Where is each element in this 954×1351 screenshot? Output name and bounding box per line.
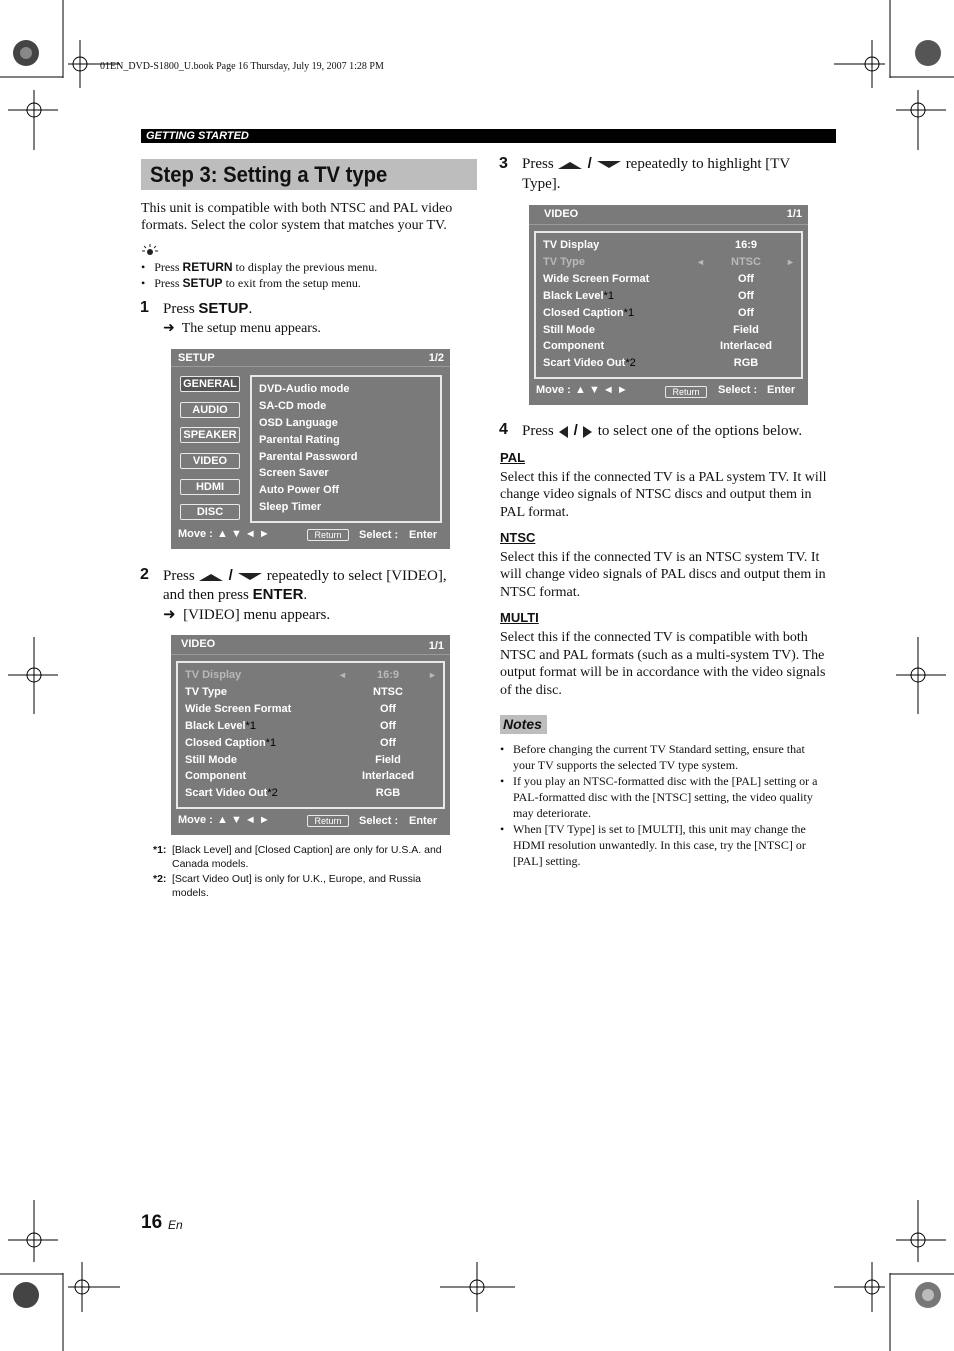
menu-row[interactable]	[185, 737, 435, 750]
video-menu-screen	[529, 205, 808, 405]
menu-row-label: Component	[185, 770, 247, 783]
notes-heading: Notes	[503, 716, 542, 732]
menu-row-label: Component	[543, 340, 605, 353]
menu-row-value: Off	[738, 306, 754, 319]
section-bar	[141, 129, 836, 143]
return-button[interactable]: Return	[307, 815, 349, 827]
right-arrow-icon[interactable]: ►	[786, 256, 795, 267]
intro-line-2: formats. Select the color system that matches your TV.	[141, 218, 447, 233]
menu-row[interactable]	[185, 703, 435, 716]
section-title: GETTING STARTED	[146, 130, 249, 142]
move-label: Move :	[178, 528, 213, 540]
intro-line-1: This unit is compatible with both NTSC and PAL video	[141, 201, 453, 216]
menu-row-value: RGB	[375, 787, 401, 800]
tab-video[interactable]: VIDEO	[180, 453, 240, 469]
menu-row[interactable]	[543, 324, 793, 337]
menu-row-label: Still Mode	[543, 323, 595, 336]
menu-divider	[529, 224, 808, 225]
enter-label: Enter	[767, 384, 796, 396]
menu-divider	[171, 366, 450, 367]
notes-heading-box	[500, 715, 547, 734]
step3-instruction-cont: Type].	[522, 176, 561, 192]
menu-items-panel	[534, 231, 803, 379]
step3-instruction: Press / repeatedly to highlight [TV	[522, 155, 791, 172]
menu-row-value: Interlaced	[720, 340, 772, 353]
menu-row-label: Wide Screen Format	[543, 272, 650, 285]
menu-row-value: Off	[380, 719, 396, 732]
menu-row-label: Wide Screen Format	[185, 702, 292, 715]
menu-row-value: Interlaced	[362, 770, 414, 783]
up-key-icon	[198, 572, 224, 582]
menu-row[interactable]	[543, 307, 793, 320]
left-arrow-icon[interactable]: ◄	[338, 670, 347, 680]
menu-item[interactable]: Parental Rating	[259, 434, 340, 446]
page-number: 16	[141, 1212, 163, 1233]
up-key-icon	[557, 160, 583, 170]
arrow-keys-icon: ▲ ▼ ◄ ►	[217, 814, 270, 826]
menu-items-panel	[250, 375, 442, 523]
footnote-mark: *1	[603, 289, 614, 302]
arrow-keys-icon: ▲ ▼ ◄ ►	[217, 528, 270, 540]
footnote-mark: *1	[623, 306, 635, 319]
menu-row-value: Off	[380, 736, 396, 749]
page-language: En	[168, 1218, 183, 1232]
hint-icon	[141, 243, 159, 257]
step2-instruction-cont: and then press ENTER.	[163, 586, 308, 603]
step1-result: ➜ The setup menu appears.	[163, 321, 321, 336]
menu-item[interactable]: OSD Language	[259, 417, 338, 429]
step-number: 2	[140, 566, 149, 583]
option-desc: will change video signals of PAL discs and output them in	[500, 567, 826, 582]
menu-row[interactable]	[185, 686, 435, 699]
menu-page: 1/1	[786, 208, 802, 220]
step2-result: ➜ [VIDEO] menu appears.	[163, 607, 331, 623]
enter-label: Enter	[409, 815, 438, 827]
select-label: Select :	[359, 529, 399, 541]
menu-row[interactable]	[543, 340, 793, 353]
video-menu-screen	[171, 635, 450, 835]
tab-speaker[interactable]: SPEAKER	[180, 427, 240, 443]
arrow-keys-icon: ▲ ▼ ◄ ►	[575, 384, 628, 396]
step2-instruction: Press / repeatedly to select [VIDEO],	[163, 567, 447, 584]
step-number: 3	[499, 155, 508, 172]
menu-row[interactable]	[185, 669, 435, 682]
return-button[interactable]: Return	[665, 386, 707, 398]
tab-hdmi[interactable]: HDMI	[180, 479, 240, 495]
menu-row-value: NTSC	[373, 685, 403, 698]
menu-row-label: TV Display	[185, 669, 242, 681]
tip-item: • Press RETURN to display the previous menu.	[141, 260, 378, 274]
option-desc: Select this if the connected TV is an NTSC system TV. It	[500, 550, 820, 565]
move-label: Move :	[178, 814, 213, 826]
menu-item[interactable]: DVD-Audio mode	[259, 383, 350, 395]
footnote-mark: *2	[625, 357, 636, 370]
menu-row[interactable]	[185, 787, 435, 800]
menu-row[interactable]	[543, 290, 793, 303]
left-key-icon	[557, 425, 569, 439]
menu-row-value: Off	[380, 702, 396, 715]
menu-item[interactable]: Parental Password	[259, 451, 358, 463]
tab-disc[interactable]: DISC	[180, 504, 240, 520]
menu-row-label: Scart Video Out	[543, 357, 626, 370]
footnote-mark: *1	[245, 719, 256, 732]
menu-page: 1/2	[428, 352, 444, 364]
menu-row-label: Black Level	[185, 719, 246, 732]
select-label: Select :	[718, 384, 758, 396]
menu-title: SETUP	[178, 352, 215, 364]
option-heading-multi: MULTI	[500, 610, 539, 625]
menu-row-label: TV Type	[185, 685, 227, 698]
enter-label: Enter	[409, 529, 438, 541]
menu-row-label: Black Level	[543, 289, 604, 302]
option-heading-pal: PAL	[500, 450, 526, 465]
menu-row-label: Scart Video Out	[185, 787, 268, 800]
option-heading-ntsc: NTSC	[500, 530, 536, 545]
menu-row-value: NTSC	[731, 255, 761, 268]
option-desc: NTSC and PAL formats (such as a multi-system TV). The	[500, 648, 825, 663]
print-header: 01EN_DVD-S1800_U.book Page 16 Thursday, July 19, 2007 1:28 PM	[100, 61, 384, 72]
menu-page: 1/1	[428, 640, 444, 652]
footnote-mark: *1	[265, 736, 277, 749]
menu-items-panel	[176, 661, 445, 809]
menu-row-label: Still Mode	[185, 753, 237, 766]
option-desc: of the disc.	[500, 683, 562, 698]
menu-item[interactable]: Auto Power Off	[259, 484, 340, 496]
menu-row[interactable]	[543, 357, 793, 370]
down-key-icon	[596, 160, 622, 170]
tab-general[interactable]: GENERAL	[180, 376, 240, 392]
menu-row[interactable]	[543, 256, 793, 269]
page-title: Step 3: Setting a TV type	[150, 162, 388, 187]
menu-row-label: TV Display	[543, 239, 600, 251]
menu-row[interactable]	[185, 720, 435, 733]
move-label: Move :	[536, 384, 571, 396]
menu-row-value: Off	[738, 289, 754, 302]
menu-row[interactable]	[185, 770, 435, 783]
menu-row-value: RGB	[733, 357, 759, 370]
setup-menu-screen	[171, 349, 450, 549]
tip-item: • Press SETUP to exit from the setup menu.	[141, 276, 361, 290]
menu-row-label: Closed Caption	[185, 736, 266, 749]
left-arrow-icon[interactable]: ◄	[696, 256, 705, 267]
page-title-box	[141, 159, 477, 190]
menu-row-value: 16:9	[734, 239, 758, 251]
menu-row-value: Off	[738, 272, 754, 285]
menu-row-value: 16:9	[376, 669, 400, 681]
right-key-icon	[582, 425, 594, 439]
menu-row[interactable]	[543, 273, 793, 286]
menu-row[interactable]	[185, 754, 435, 767]
menu-row-label: Closed Caption	[543, 306, 624, 319]
menu-divider	[171, 654, 450, 655]
down-key-icon	[237, 572, 263, 582]
menu-item[interactable]: Sleep Timer	[259, 501, 322, 513]
option-desc: PAL format.	[500, 505, 569, 520]
step4-instruction: Press / to select one of the options below.	[522, 422, 803, 439]
menu-row-label: TV Type	[543, 255, 585, 268]
right-arrow-icon[interactable]: ►	[428, 670, 437, 680]
tab-audio[interactable]: AUDIO	[180, 402, 240, 418]
option-desc: Select this if the connected TV is a PAL system TV. It will	[500, 470, 827, 485]
menu-row-value: Field	[733, 323, 759, 336]
select-label: Select :	[359, 815, 399, 827]
option-desc: Select this if the connected TV is compatible with both	[500, 630, 808, 645]
option-desc: output format will be in accordance with the video signals	[500, 665, 826, 680]
menu-item[interactable]: Screen Saver	[259, 467, 329, 479]
step1-instruction: Press SETUP.	[163, 300, 253, 317]
menu-row[interactable]	[543, 239, 793, 252]
menu-title: VIDEO	[544, 208, 579, 220]
footnote-mark: *2	[267, 787, 278, 800]
menu-item[interactable]: SA-CD mode	[259, 400, 327, 412]
step-number: 1	[140, 299, 149, 316]
return-button[interactable]: Return	[307, 529, 349, 541]
menu-title: VIDEO	[181, 638, 216, 650]
option-desc: NTSC format.	[500, 585, 581, 600]
option-desc: change video signals of NTSC discs and output them in	[500, 487, 812, 502]
menu-row-value: Field	[375, 753, 401, 766]
step-number: 4	[499, 421, 508, 438]
